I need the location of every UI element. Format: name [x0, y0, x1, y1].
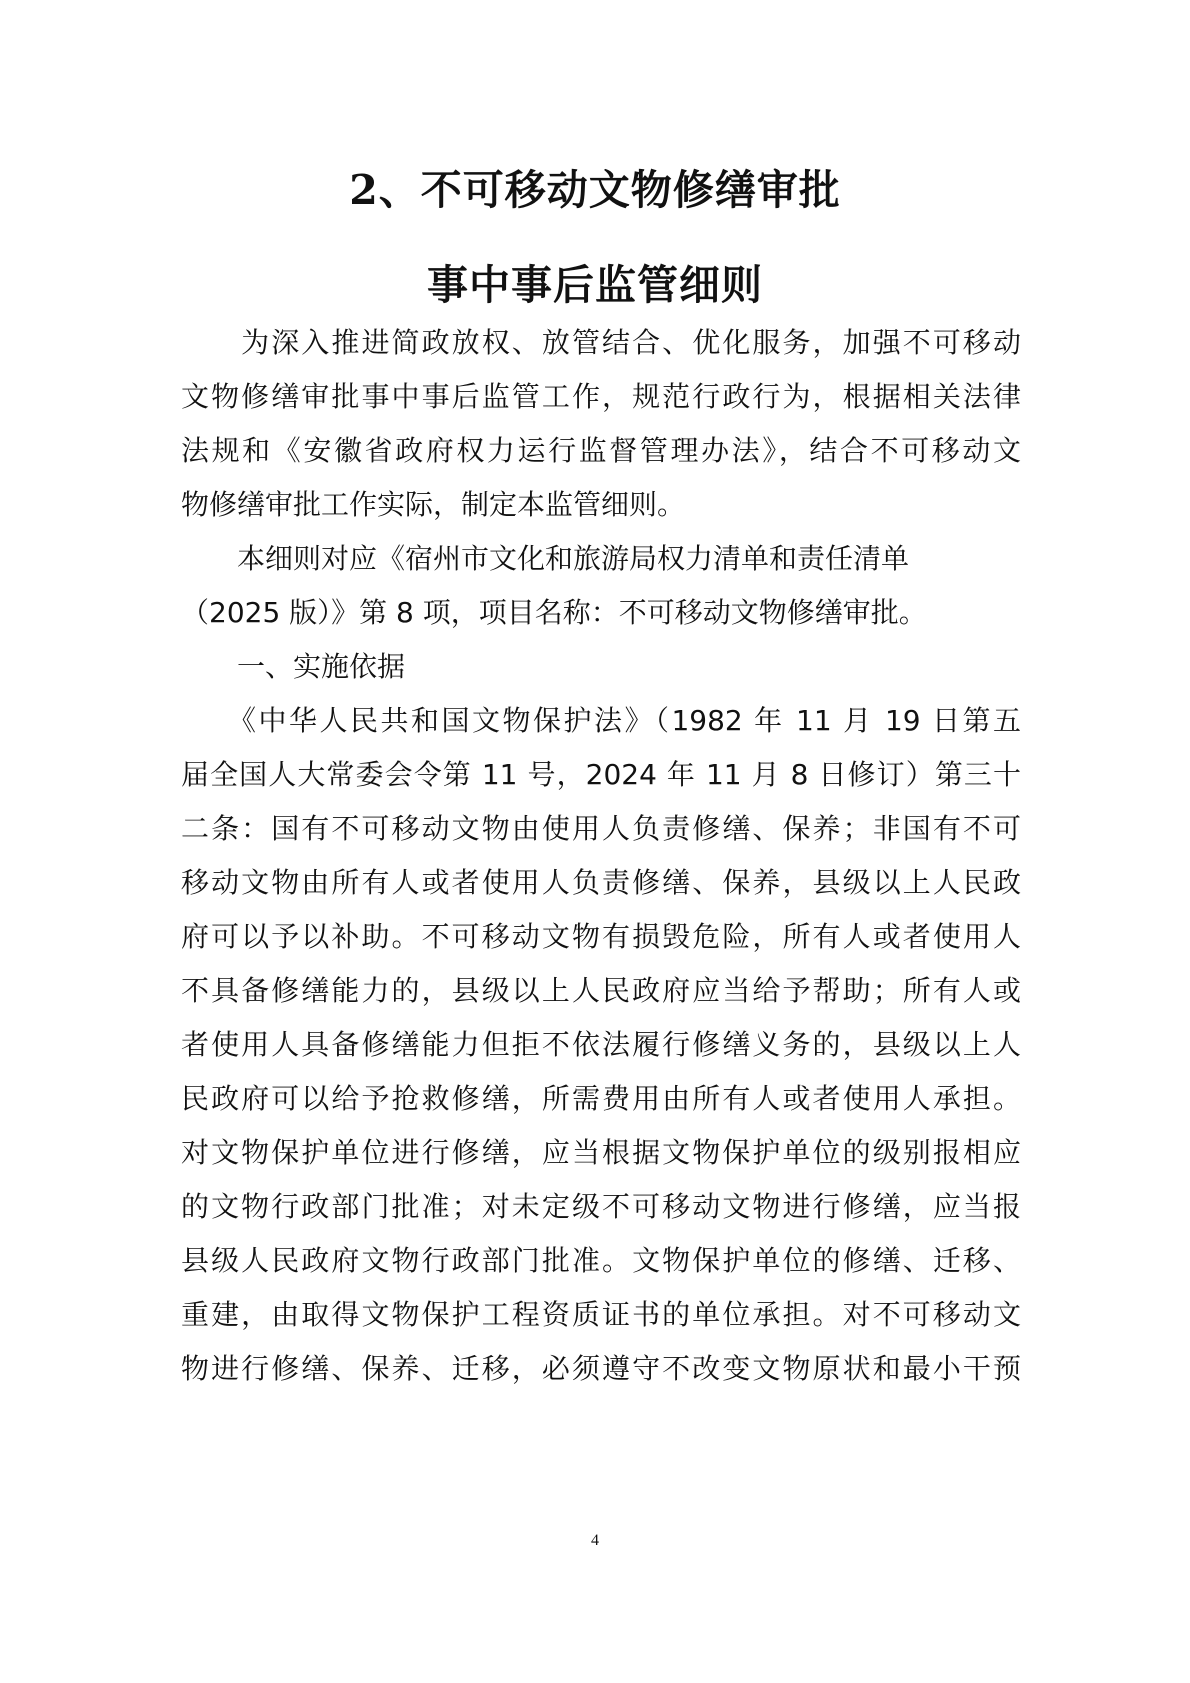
body-line: 二条：国有不可移动文物由使用人负责修缮、保养；非国有不可	[181, 812, 1021, 845]
section-heading: 一、实施依据	[181, 650, 406, 683]
body-line: 为深入推进简政放权、放管结合、优化服务，加强不可移动	[181, 326, 1021, 359]
body-line: 不具备修缮能力的，县级以上人民政府应当给予帮助；所有人或	[181, 974, 1021, 1007]
body-line: 法规和《安徽省政府权力运行监督管理办法》，结合不可移动文	[181, 434, 1021, 467]
body-line: 物修缮审批工作实际，制定本监管细则。	[181, 488, 686, 521]
body-line: 县级人民政府文物行政部门批准。文物保护单位的修缮、迁移、	[181, 1244, 1021, 1277]
body-line: 届全国人大常委会令第 11 号，2024 年 11 月 8 日修订）第三十	[181, 758, 1021, 791]
body-line: 《中华人民共和国文物保护法》（1982 年 11 月 19 日第五	[181, 704, 1021, 737]
body-line: 文物修缮审批事中事后监管工作，规范行政行为，根据相关法律	[181, 380, 1021, 413]
document-title-line-2: 事中事后监管细则	[427, 261, 763, 309]
body-line: 者使用人具备修缮能力但拒不依法履行修缮义务的，县级以上人	[181, 1028, 1021, 1061]
body-line: 府可以予以补助。不可移动文物有损毁危险，所有人或者使用人	[181, 920, 1021, 953]
body-line: 对文物保护单位进行修缮，应当根据文物保护单位的级别报相应	[181, 1136, 1021, 1169]
body-line: 重建，由取得文物保护工程资质证书的单位承担。对不可移动文	[181, 1298, 1021, 1331]
body-line: 物进行修缮、保养、迁移，必须遵守不改变文物原状和最小干预	[181, 1352, 1021, 1385]
body-line: 本细则对应《宿州市文化和旅游局权力清单和责任清单	[181, 542, 910, 575]
body-line: 移动文物由所有人或者使用人负责修缮、保养，县级以上人民政	[181, 866, 1021, 899]
body-line: 民政府可以给予抢救修缮，所需费用由所有人或者使用人承担。	[181, 1082, 1021, 1115]
body-line: （2025 版）》第 8 项，项目名称：不可移动文物修缮审批。	[181, 596, 927, 629]
body-line: 的文物行政部门批准；对未定级不可移动文物进行修缮，应当报	[181, 1190, 1021, 1223]
document-title-line-1: 2、不可移动文物修缮审批	[349, 166, 841, 214]
page-number: 4	[591, 1532, 599, 1549]
